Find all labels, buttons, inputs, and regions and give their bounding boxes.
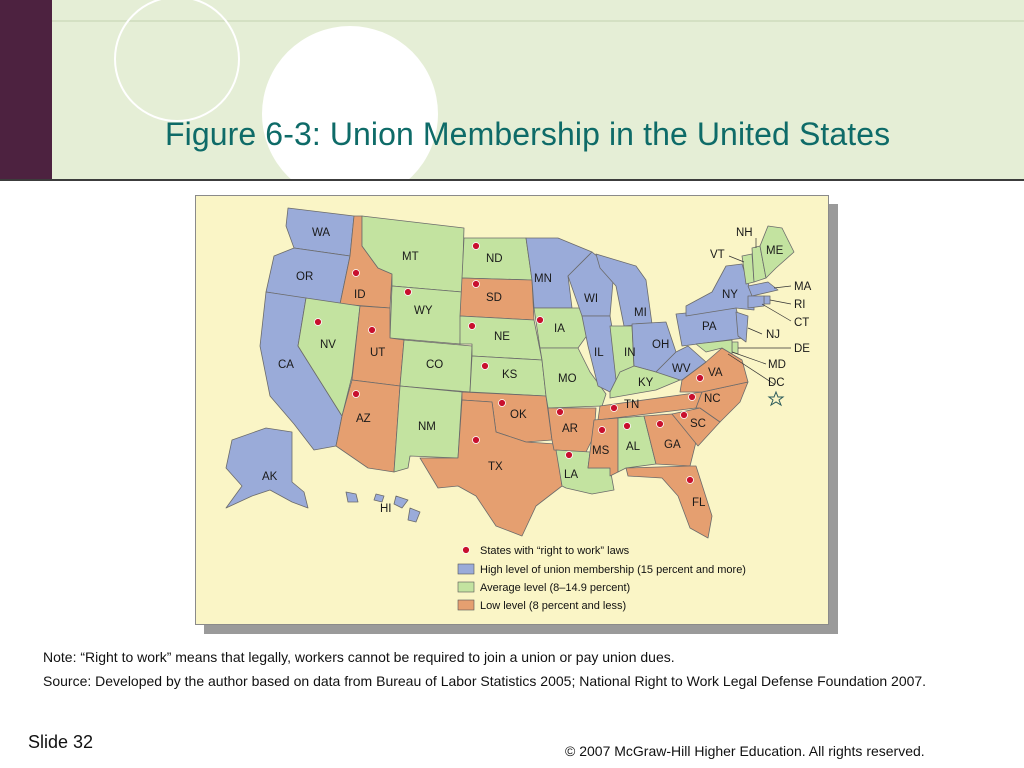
rtw-dot-MS (599, 427, 606, 434)
state-NY (686, 264, 754, 316)
rtw-dot-UT (369, 327, 376, 334)
rtw-dot-NC (689, 394, 696, 401)
label-MI: MI (634, 307, 647, 319)
decorative-circle (262, 26, 438, 202)
label-MN: MN (534, 273, 552, 285)
label-MS: MS (592, 445, 610, 457)
label-ND: ND (486, 253, 503, 265)
label-IL: IL (594, 347, 604, 359)
state-AK (226, 428, 308, 508)
label-HI: HI (380, 503, 392, 515)
source-text: Source: Developed by the author based on data from Bureau of Labor Statistics 2005; National Right to Work Legal Defense Foundation 2007. (43, 673, 927, 689)
label-GA: GA (664, 439, 681, 451)
rtw-dot-WY (405, 289, 412, 296)
legend-low-swatch (458, 600, 474, 610)
rtw-dot-NE (469, 323, 476, 330)
label-RI: RI (794, 299, 806, 311)
label-FL: FL (692, 497, 706, 509)
rtw-dot-AL (624, 423, 631, 430)
label-CO: CO (426, 359, 444, 371)
label-PA: PA (702, 321, 717, 333)
rtw-dot-ID (353, 270, 360, 277)
rtw-dot-SD (473, 281, 480, 288)
rtw-dot-SC (681, 412, 688, 419)
rtw-dot-KS (482, 363, 489, 370)
rtw-dot-GA (657, 421, 664, 428)
label-KS: KS (502, 369, 518, 381)
label-MA: MA (794, 281, 812, 293)
label-OK: OK (510, 409, 527, 421)
rtw-dot-OK (499, 400, 506, 407)
label-NY: NY (722, 289, 738, 301)
slide-number: Slide 32 (28, 732, 94, 752)
label-AK: AK (262, 471, 278, 483)
label-KY: KY (638, 377, 654, 389)
label-MT: MT (402, 251, 419, 263)
label-OH: OH (652, 339, 670, 351)
legend-average-label: Average level (8–14.9 percent) (480, 582, 631, 594)
label-CT: CT (794, 317, 810, 329)
legend-rtw-marker (463, 547, 470, 554)
state-CT (748, 296, 764, 308)
rtw-dot-AZ (353, 391, 360, 398)
leader-RI (770, 300, 791, 304)
label-WI: WI (584, 293, 599, 305)
rtw-dot-ND (473, 243, 480, 250)
label-WV: WV (672, 363, 691, 375)
label-UT: UT (370, 347, 386, 359)
star-icon (769, 392, 783, 405)
label-ID: ID (354, 289, 366, 301)
label-NE: NE (494, 331, 510, 343)
legend-average-swatch (458, 582, 474, 592)
label-NH: NH (736, 227, 753, 239)
state-MA (748, 282, 778, 296)
label-AR: AR (562, 423, 578, 435)
label-AZ: AZ (356, 413, 371, 425)
label-CA: CA (278, 359, 294, 371)
legend-rtw-label: States with “right to work” laws (480, 545, 630, 557)
rtw-dot-NV (315, 319, 322, 326)
leader-NJ (748, 328, 762, 334)
label-AL: AL (626, 441, 641, 453)
label-OR: OR (296, 271, 314, 283)
state-RI (764, 296, 770, 304)
rtw-dot-TX (473, 437, 480, 444)
map-svg (196, 196, 828, 624)
label-WY: WY (414, 305, 433, 317)
label-SD: SD (486, 292, 502, 304)
label-DC: DC (768, 377, 785, 389)
decorative-circle-outline (114, 0, 240, 122)
rtw-dot-FL (687, 477, 694, 484)
rtw-dot-LA (566, 452, 573, 459)
label-TN: TN (624, 399, 640, 411)
label-LA: LA (564, 469, 579, 481)
label-IN: IN (624, 347, 636, 359)
us-union-membership-map (195, 195, 829, 625)
label-NM: NM (418, 421, 436, 433)
label-MO: MO (558, 373, 577, 385)
map-legend (458, 545, 746, 612)
label-ME: ME (766, 245, 784, 257)
rtw-dot-IA (537, 317, 544, 324)
leader-MA (774, 286, 791, 288)
label-IA: IA (554, 323, 565, 335)
copyright-notice: © 2007 McGraw-Hill Higher Education. All rights reserved. (565, 743, 925, 759)
label-TX: TX (488, 461, 503, 473)
label-NJ: NJ (766, 329, 781, 341)
header-divider (0, 179, 1024, 181)
legend-low-label: Low level (8 percent and less) (480, 600, 627, 612)
label-MD: MD (768, 359, 786, 371)
note-text: Note: “Right to work” means that legally, workers cannot be required to join a union or pay union dues. (43, 649, 675, 665)
label-VT: VT (710, 249, 725, 261)
label-DE: DE (794, 343, 810, 355)
rtw-dot-TN (611, 405, 618, 412)
rtw-dot-AR (557, 409, 564, 416)
label-NC: NC (704, 393, 721, 405)
rtw-dot-VA (697, 375, 704, 382)
header-accent-bar (0, 0, 52, 180)
label-NV: NV (320, 339, 336, 351)
legend-high-swatch (458, 564, 474, 574)
leader-CT (762, 304, 791, 321)
label-WA: WA (312, 227, 331, 239)
slide-title: Figure 6-3: Union Membership in the United States (165, 116, 891, 152)
label-VA: VA (708, 367, 723, 379)
label-SC: SC (690, 418, 706, 430)
legend-high-label: High level of union membership (15 percent and more) (480, 564, 746, 576)
